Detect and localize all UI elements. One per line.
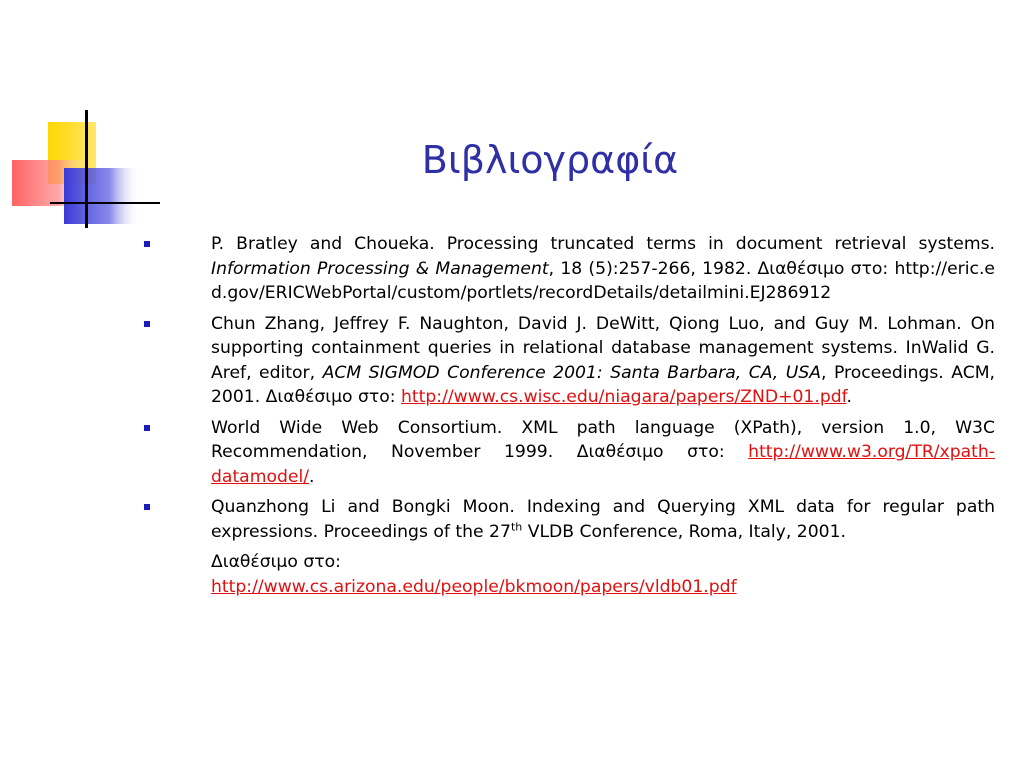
reference-period: . [309,466,315,487]
bullet-icon [144,241,150,247]
reference-text [211,312,995,410]
slide-title: Βιβλιογραφία [421,138,679,182]
reference-period: . [846,387,852,407]
reference-text [211,232,995,306]
available-label: Διαθέσιμο στο: [211,552,341,572]
ordinal-suffix: th [510,519,523,533]
reference-details: , 18 (5):257-266, 1982. Διαθέσιμο στο: [548,258,895,279]
reference-link[interactable]: http://www.cs.arizona.edu/people/bkmoon/papers/vldb01.pdf [211,576,737,597]
reference-url-text: http://eric.ed.gov/ERICWebPortal/custom/portlets/recordDetails/detailmini.EJ286912 [211,258,995,303]
decorative-logo [0,0,160,240]
bullet-icon [144,321,150,327]
reference-link[interactable]: http://www.cs.wisc.edu/niagara/papers/ZND+01.pdf [401,387,847,407]
reference-authors-title: World Wide Web Consortium. XML path language (XPath), version 1.0, W3C Recommendation, November 1999. Διαθέσιμο στο: [211,417,995,462]
reference-text [211,495,995,544]
bullet-icon [144,425,150,431]
reference-item-zhang [140,312,995,410]
reference-link[interactable]: http://www.w3.org/TR/xpath-datamodel/ [211,442,995,487]
reference-details: , Proceedings. ACM, 2001. Διαθέσιμο στο: [211,362,995,407]
bullet-icon [144,504,150,510]
logo-vertical-line [85,110,88,228]
reference-authors-title: Quanzhong Li and Bongki Moon. Indexing and Querying XML data for regular path expressions. Proceedings of the 27 [211,497,995,542]
reference-details: VLDB Conference, Roma, Italy, 2001. [522,521,846,542]
reference-text [211,416,995,490]
reference-availability [211,550,995,599]
reference-item-w3c [140,416,995,490]
reference-venue: ACM SIGMOD Conference 2001: Santa Barbara, CA, USA [322,362,821,383]
reference-list [140,232,995,605]
reference-journal: Information Processing & Management [211,258,549,279]
reference-item-bratley [140,232,995,306]
logo-blue-square [64,168,140,224]
logo-horizontal-line [50,202,160,204]
reference-authors-title: P. Bratley and Choueka. Processing truncated terms in document retrieval systems. [211,234,995,254]
reference-authors-title: Chun Zhang, Jeffrey F. Naughton, David J. DeWitt, Qiong Luo, and Guy M. Lohman. On supporting containment queries in relational database management systems. InWalid G. Aref, editor, [211,313,995,383]
reference-item-li-moon [140,495,995,599]
